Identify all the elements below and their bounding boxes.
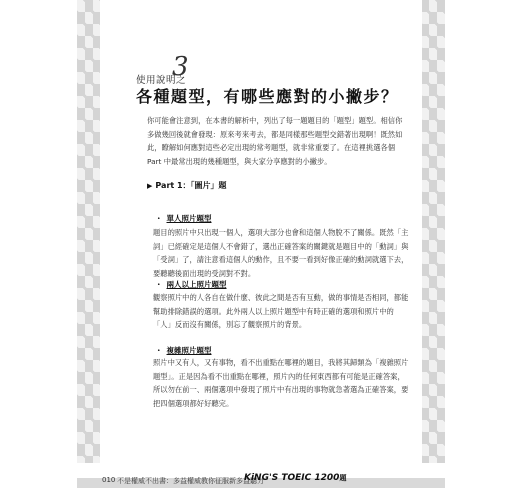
section-title: 單人照片題型 (166, 214, 212, 223)
footer-brand (244, 473, 346, 483)
brand-name: KiNG'S TOEIC 1200 (244, 473, 340, 483)
page-title: 各種題型，有哪些應對的小撇步？ (136, 87, 399, 106)
section-body-single: 題目的照片中只出現一個人，選項大部分也會和這個人物脫不了關係。既然「主詞」已經確定是這個人不會錯了，選出正確答案的關鍵就是題目中的「動詞」與「受詞」了，請注意看這個人的動作，且不要一看到好像正確的動詞就選下去，要聽聽後面出現的受詞對不對。 (153, 228, 409, 278)
section-body-complex: 照片中又有人，又有事物，看不出重點在哪裡的題目，我將其歸類為「複雜照片題型」。正是因為看不出重點在哪裡，照片內的任何東西都有可能是正確答案，所以勿在前一、兩個選項中發現了照片中有出現的事物就急著選為正確答案，要把四個選項都好好聽完。 (153, 358, 409, 408)
header-label: 使用說明之 (136, 75, 187, 86)
section-heading-multi (155, 279, 227, 290)
bullet-icon: ・ (155, 280, 163, 289)
section-body-multi: 觀察照片中的人各自在做什麼、彼此之間是否有互動，做的事情是否相同，都能幫助排除錯誤的選項。此外兩人以上照片題型中有時正確的選項和照片中的「人」反而沒有關係，別忘了觀察照片的背景。 (153, 293, 409, 330)
brand-suffix: 題 (339, 474, 347, 482)
footer-book-title: 不是權威不出書：多益權威教你征服新多益聽力 (117, 477, 264, 485)
bullet-icon: ・ (155, 346, 163, 355)
intro-paragraph: 你可能會注意到，在本書的解析中，列出了每一題題目的「題型」題型。相信你多做幾回後就會發現：原來考來考去，都是同樣那些題型交錯著出現啊！既然如此，瞭解如何應對這些必定出現的常考題型，就非常重要了。在這裡挑選各個 Part 中最常出現的幾種題型，與大家分享應對的小撇步。 (147, 116, 403, 166)
bullet-icon: ・ (155, 214, 163, 223)
triangle-marker-icon: ▶ (147, 182, 153, 190)
section-title: 複雜照片題型 (166, 346, 212, 355)
part-heading (147, 180, 227, 191)
header-number: 3 (172, 52, 189, 82)
page-number: 010 (102, 476, 116, 484)
section-title: 兩人以上照片題型 (166, 280, 227, 289)
section-heading-complex (155, 345, 212, 356)
part-title: Part 1：「圖片」題 (155, 181, 227, 190)
section-heading-single (155, 213, 212, 224)
